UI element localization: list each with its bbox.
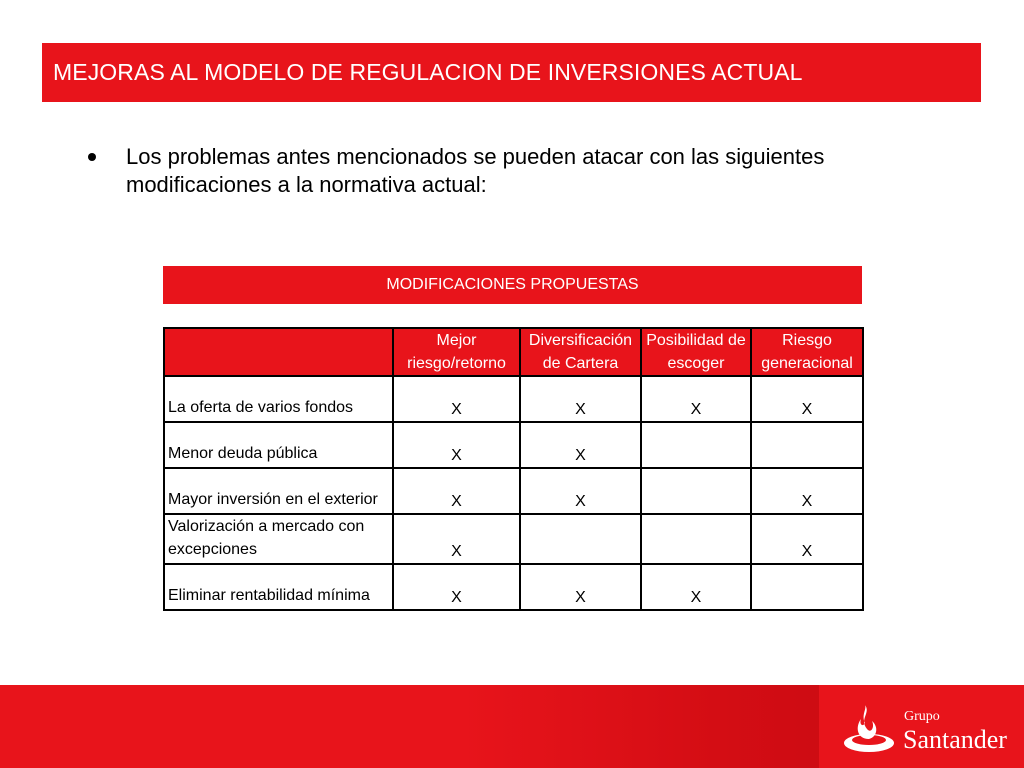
row-mark <box>641 514 751 564</box>
row-mark: X <box>520 376 641 422</box>
row-mark <box>641 422 751 468</box>
row-mark <box>751 422 863 468</box>
row-mark <box>520 514 641 564</box>
column-header: Mejor riesgo/retorno <box>393 328 520 376</box>
row-label: Mayor inversión en el exterior <box>164 468 393 514</box>
logo-group-text: Grupo <box>904 709 940 724</box>
table-row <box>164 468 863 514</box>
flame-icon <box>841 699 897 755</box>
table-caption <box>163 266 862 304</box>
logo-brand-text: Santander <box>903 725 1007 754</box>
row-mark <box>751 564 863 610</box>
table-row <box>164 514 863 564</box>
row-label: La oferta de varios fondos <box>164 376 393 422</box>
row-mark: X <box>393 468 520 514</box>
row-mark: X <box>751 376 863 422</box>
row-label: Valorización a mercado con excepciones <box>164 514 393 564</box>
column-header: Posibilidad de escoger <box>641 328 751 376</box>
row-mark: X <box>641 376 751 422</box>
row-mark: X <box>520 468 641 514</box>
row-mark: X <box>393 422 520 468</box>
row-mark: X <box>641 564 751 610</box>
column-header: Riesgo generacional <box>751 328 863 376</box>
table-row <box>164 376 863 422</box>
bullet-icon <box>88 153 96 161</box>
row-mark: X <box>520 422 641 468</box>
bullet-text: Los problemas antes mencionados se pueden atacar con las siguientes modificaciones a la normativa actual: <box>126 144 825 197</box>
row-mark: X <box>393 564 520 610</box>
table-corner-cell <box>164 328 393 376</box>
row-mark: X <box>751 514 863 564</box>
column-header: Diversificación de Cartera <box>520 328 641 376</box>
table-row <box>164 422 863 468</box>
table-caption-text: MODIFICACIONES PROPUESTAS <box>386 276 639 293</box>
modifications-table <box>163 327 864 611</box>
row-label: Menor deuda pública <box>164 422 393 468</box>
row-mark: X <box>393 514 520 564</box>
footer-band <box>0 685 1024 768</box>
row-mark: X <box>393 376 520 422</box>
page-title: MEJORAS AL MODELO DE REGULACION DE INVERSIONES ACTUAL <box>53 59 803 85</box>
row-mark: X <box>751 468 863 514</box>
row-mark: X <box>520 564 641 610</box>
row-mark <box>641 468 751 514</box>
row-label: Eliminar rentabilidad mínima <box>164 564 393 610</box>
santander-logo <box>819 685 1024 768</box>
table-row <box>164 564 863 610</box>
title-bar <box>42 43 981 102</box>
